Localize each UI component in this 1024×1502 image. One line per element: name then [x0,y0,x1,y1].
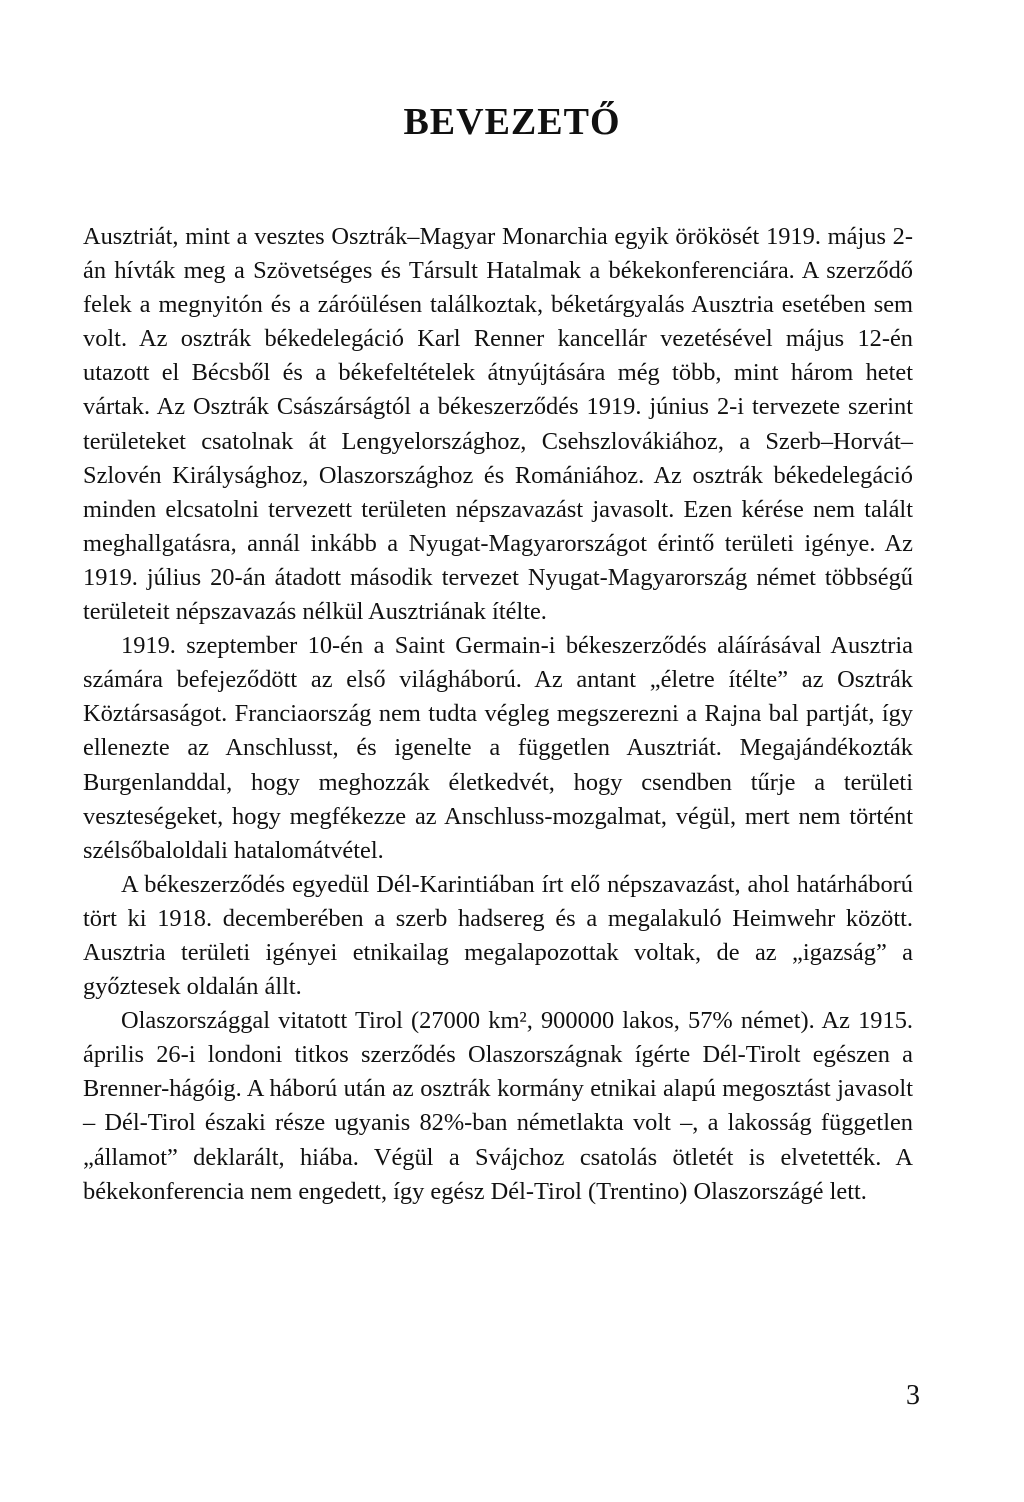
paragraph-3: A békeszerződés egyedül Dél-Karintiában írt elő népszavazást, ahol határháború tört ki 1918. decemberében a szerb hadsereg és a megalakuló Heimwehr között. Ausztria területi igényei etnikailag megalapozottak voltak, de az „igazság” a győztesek oldalán állt. [83,870,913,1001]
page-title: BEVEZETŐ [403,101,621,143]
paragraph-1: Ausztriát, mint a vesztes Osztrák–Magyar Monarchia egyik örökösét 1919. május 2-án hívták meg a Szövetséges és Társult Hatalmak a békekonferenciára. A szerződő felek a megnyitón és a záróülésen találkoztak, béketárgyalás Ausztria esetében sem volt. Az osztrák békedelegáció Karl Renner kancellár vezetésével május 12-én utazott el Bécsből és a békefeltételek átnyújtására még több, mint három hetet vártak. Az Osztrák Császárságtól a békeszerződés 1919. június 2-i tervezete szerint területeket csatolnak át Lengyelországhoz, Csehszlovákiához, a Szerb–Horvát–Szlovén Királysághoz, Olaszországhoz és Romániához. Az osztrák békedelegáció minden elcsatolni tervezett területen népszavazást javasolt. Ezen kérése nem talált meghallgatásra, annál inkább a Nyugat-Magyarországot érintő területi igénye. Az 1919. július 20-án átadott második tervezet Nyugat-Magyarország német többségű területeit népszavazás nélkül Ausztriának ítélte. [83,223,913,626]
page-number: 3 [906,1380,920,1411]
body-text [83,220,913,1209]
paragraph-4: Olaszországgal vitatott Tirol (27000 km², 900000 lakos, 57% német). Az 1915. április 26-i londoni titkos szerződés Olaszországnak ígérte Dél-Tirolt egészen a Brenner-hágóig. A háború után az osztrák kormány etnikai alapú megosztást javasolt – Dél-Tirol északi része ugyanis 82%-ban németlakta volt –, a lakosság független „államot” deklarált, hiába. Végül a Svájchoz csatolás ötletét is elvetették. A békekonferencia nem engedett, így egész Dél-Tirol (Trentino) Olaszországé lett. [83,1007,913,1205]
paragraph-2: 1919. szeptember 10-én a Saint Germain-i békeszerződés aláírásával Ausztria számára befejeződött az első világháború. Az antant „életre ítélte” az Osztrák Köztársaságot. Franciaország nem tudta végleg megszerezni a Rajna bal partját, így ellenezte az Anschlusst, és igenelte a független Ausztriát. Megajándékozták Burgenlanddal, hogy meghozzák életkedvét, hogy csendben tűrje a területi veszteségeket, hogy megfékezze az Anschluss-mozgalmat, végül, mert nem történt szélsőbaloldali hatalomátvétel. [83,632,913,864]
